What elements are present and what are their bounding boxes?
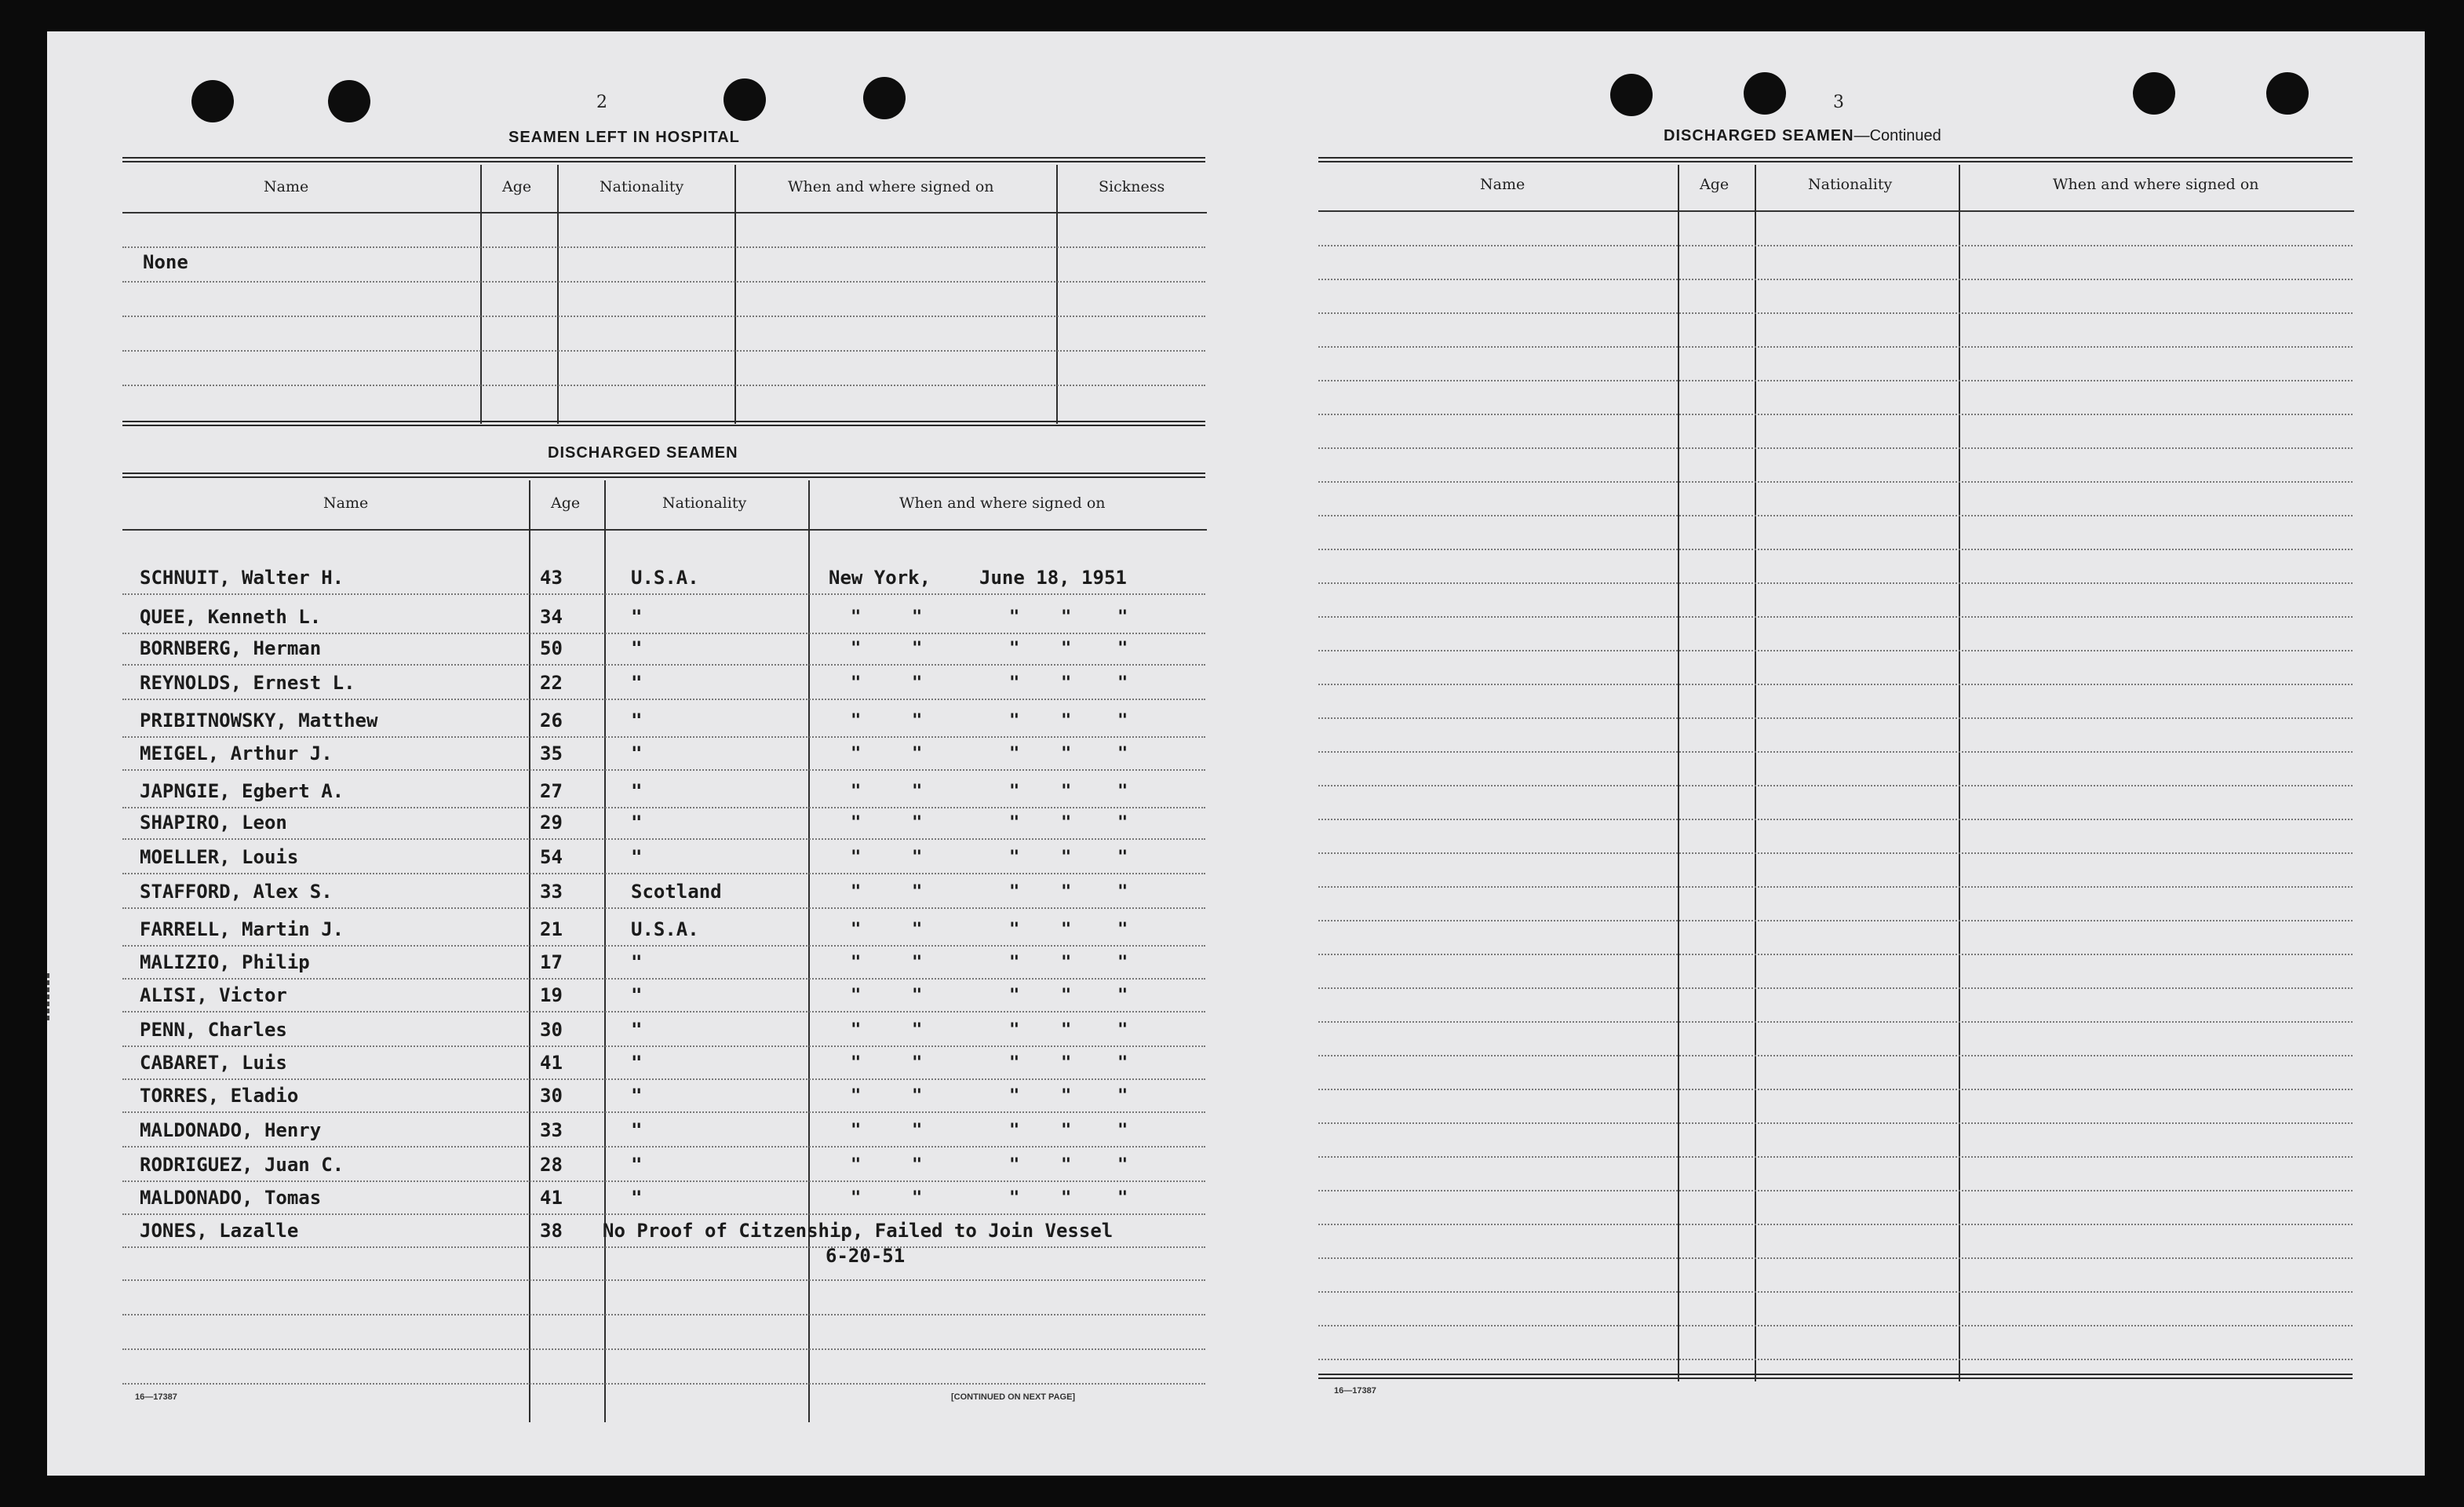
ditto-mark: " xyxy=(912,1155,923,1175)
seaman-nationality: " xyxy=(631,743,643,764)
seaman-age: 33 xyxy=(540,881,563,903)
col-header-signed-on: When and where signed on xyxy=(788,178,994,195)
seaman-age: 50 xyxy=(540,637,563,659)
col-header-nationality: Nationality xyxy=(1808,176,1893,193)
col-header-name: Name xyxy=(1480,176,1525,193)
discharged-continued-table xyxy=(1318,157,2353,1413)
ditto-mark: " xyxy=(1117,608,1128,627)
ditto-mark: " xyxy=(1061,953,1072,972)
col-header-sickness: Sickness xyxy=(1099,178,1165,195)
ditto-mark: " xyxy=(1061,1121,1072,1140)
ditto-mark: " xyxy=(1117,848,1128,867)
ditto-mark: " xyxy=(1117,782,1128,801)
ditto-mark: " xyxy=(912,639,923,659)
page-title xyxy=(1664,127,1941,145)
ditto-mark: " xyxy=(1009,1188,1020,1208)
ditto-mark: " xyxy=(1117,1155,1128,1175)
ditto-mark: " xyxy=(1117,920,1128,940)
seaman-name: STAFFORD, Alex S. xyxy=(140,881,333,903)
col-header-nationality: Nationality xyxy=(662,494,747,512)
ditto-mark: " xyxy=(1117,639,1128,659)
seaman-name: SCHNUIT, Walter H. xyxy=(140,567,344,589)
seaman-nationality: U.S.A. xyxy=(631,918,699,940)
seaman-name: REYNOLDS, Ernest L. xyxy=(140,672,355,694)
ditto-mark: " xyxy=(1061,673,1072,693)
col-header-age: Age xyxy=(502,178,532,195)
seaman-age: 30 xyxy=(540,1085,563,1107)
ditto-mark: " xyxy=(1117,1053,1128,1073)
ditto-mark: " xyxy=(1009,673,1020,693)
seaman-nationality: " xyxy=(631,1085,643,1107)
ditto-mark: " xyxy=(1061,882,1072,902)
seaman-name: FARRELL, Martin J. xyxy=(140,918,344,940)
col-header-age: Age xyxy=(1700,176,1730,193)
seaman-nationality: " xyxy=(631,812,643,834)
ditto-mark: " xyxy=(912,813,923,833)
seaman-name: JONES, Lazalle xyxy=(140,1220,299,1242)
ditto-mark: " xyxy=(1061,813,1072,833)
ditto-mark: " xyxy=(1061,1020,1072,1040)
ditto-mark: " xyxy=(851,882,862,902)
seaman-age: 26 xyxy=(540,710,563,732)
seaman-nationality: " xyxy=(631,672,643,694)
ditto-mark: " xyxy=(912,744,923,764)
ditto-mark: " xyxy=(1061,986,1072,1005)
ditto-mark: " xyxy=(1117,882,1128,902)
ditto-mark: " xyxy=(851,1121,862,1140)
seaman-nationality: " xyxy=(631,1119,643,1141)
discharged-title: DISCHARGED SEAMEN xyxy=(548,444,738,462)
hospital-table xyxy=(122,157,1205,455)
form-number: 16—17387 xyxy=(1334,1386,1376,1396)
ditto-mark: " xyxy=(1009,953,1020,972)
seaman-nationality: No Proof of Citzenship, Failed to Join Vessel xyxy=(603,1220,1114,1242)
ditto-mark: " xyxy=(1009,1155,1020,1175)
col-header-signed-on: When and where signed on xyxy=(899,494,1106,512)
ditto-mark: " xyxy=(851,639,862,659)
ditto-mark: " xyxy=(912,1188,923,1208)
ditto-mark: " xyxy=(912,1121,923,1140)
seaman-age: 54 xyxy=(540,846,563,868)
ditto-mark: " xyxy=(912,608,923,627)
seaman-age: 28 xyxy=(540,1154,563,1176)
ditto-mark: " xyxy=(912,848,923,867)
seaman-age: 19 xyxy=(540,984,563,1006)
seaman-name: MALDONADO, Henry xyxy=(140,1119,322,1141)
seaman-age: 27 xyxy=(540,780,563,802)
ditto-mark: " xyxy=(1009,782,1020,801)
continued-note: [CONTINUED ON NEXT PAGE] xyxy=(951,1392,1076,1402)
ditto-mark: " xyxy=(1061,1086,1072,1106)
ditto-mark: " xyxy=(851,711,862,731)
ditto-mark: " xyxy=(912,920,923,940)
ditto-mark: " xyxy=(851,608,862,627)
ditto-mark: " xyxy=(912,953,923,972)
seaman-name: MALIZIO, Philip xyxy=(140,951,310,973)
seaman-nationality: " xyxy=(631,1187,643,1209)
ditto-mark: " xyxy=(912,782,923,801)
seaman-name: PENN, Charles xyxy=(140,1019,287,1041)
ditto-mark: " xyxy=(851,782,862,801)
ditto-mark: " xyxy=(1117,813,1128,833)
ditto-mark: " xyxy=(1061,1155,1072,1175)
ditto-mark: " xyxy=(1009,848,1020,867)
form-number: 16—17387 xyxy=(135,1392,177,1402)
ditto-mark: " xyxy=(1061,711,1072,731)
seaman-nationality: " xyxy=(631,780,643,802)
discharged-table xyxy=(122,473,1205,1414)
ditto-mark: " xyxy=(1009,813,1020,833)
seaman-name: RODRIGUEZ, Juan C. xyxy=(140,1154,344,1176)
ditto-mark: " xyxy=(1117,673,1128,693)
ditto-mark: " xyxy=(851,1155,862,1175)
seaman-name: ALISI, Victor xyxy=(140,984,287,1006)
right-page xyxy=(1224,31,2425,1476)
page-number: 2 xyxy=(596,93,607,112)
ditto-mark: " xyxy=(912,673,923,693)
ditto-mark: " xyxy=(912,1086,923,1106)
hospital-entry: None xyxy=(143,251,188,273)
seaman-name: TORRES, Eladio xyxy=(140,1085,299,1107)
hospital-title: SEAMEN LEFT IN HOSPITAL xyxy=(508,129,740,146)
seaman-nationality: " xyxy=(631,1019,643,1041)
seaman-name: PRIBITNOWSKY, Matthew xyxy=(140,710,378,732)
ditto-mark: " xyxy=(1009,711,1020,731)
left-page xyxy=(47,31,1224,1476)
ditto-mark: " xyxy=(851,813,862,833)
document-sheet xyxy=(47,31,2425,1476)
ditto-mark: " xyxy=(1117,986,1128,1005)
seaman-nationality: " xyxy=(631,951,643,973)
ditto-mark: " xyxy=(851,920,862,940)
ditto-mark: " xyxy=(1117,744,1128,764)
ditto-mark: " xyxy=(1009,1121,1020,1140)
ditto-mark: " xyxy=(851,673,862,693)
seaman-age: 34 xyxy=(540,606,563,628)
col-header-name: Name xyxy=(264,178,309,195)
ditto-mark: " xyxy=(1009,920,1020,940)
ditto-mark: " xyxy=(1009,1020,1020,1040)
seaman-age: 43 xyxy=(540,567,563,589)
ditto-mark: " xyxy=(912,1053,923,1073)
ditto-mark: " xyxy=(1009,882,1020,902)
ditto-mark: " xyxy=(1009,744,1020,764)
ditto-mark: " xyxy=(912,1020,923,1040)
ditto-mark: " xyxy=(1117,711,1128,731)
seaman-nationality: U.S.A. xyxy=(631,567,699,589)
seaman-name: CABARET, Luis xyxy=(140,1052,287,1074)
ditto-mark: " xyxy=(1009,608,1020,627)
seaman-age: 17 xyxy=(540,951,563,973)
ditto-mark: " xyxy=(1061,608,1072,627)
col-header-age: Age xyxy=(551,494,581,512)
seaman-age: 21 xyxy=(540,918,563,940)
ditto-mark: " xyxy=(1061,744,1072,764)
seaman-age: 41 xyxy=(540,1187,563,1209)
seaman-age: 35 xyxy=(540,743,563,764)
seaman-name: QUEE, Kenneth L. xyxy=(140,606,322,628)
seaman-age: 30 xyxy=(540,1019,563,1041)
col-header-name: Name xyxy=(323,494,369,512)
ditto-mark: " xyxy=(1061,782,1072,801)
title-main: DISCHARGED SEAMEN xyxy=(1664,127,1854,144)
ditto-mark: " xyxy=(851,986,862,1005)
ditto-mark: " xyxy=(851,848,862,867)
ditto-mark: " xyxy=(1117,1121,1128,1140)
signed-on-date: June 18, 1951 xyxy=(979,567,1127,589)
ditto-mark: " xyxy=(1061,848,1072,867)
ditto-mark: " xyxy=(1117,1188,1128,1208)
ditto-mark: " xyxy=(1009,639,1020,659)
ditto-mark: " xyxy=(1117,1086,1128,1106)
ditto-mark: " xyxy=(912,986,923,1005)
seaman-nationality: " xyxy=(631,1154,643,1176)
seaman-name: MEIGEL, Arthur J. xyxy=(140,743,333,764)
ditto-mark: " xyxy=(1061,639,1072,659)
seaman-age: 22 xyxy=(540,672,563,694)
ditto-mark: " xyxy=(851,1053,862,1073)
seaman-nationality: " xyxy=(631,984,643,1006)
ditto-mark: " xyxy=(851,744,862,764)
page-number: 3 xyxy=(1833,93,1844,112)
signed-on-place: New York, xyxy=(829,567,931,589)
col-header-signed-on: When and where signed on xyxy=(2053,176,2259,193)
seaman-nationality: " xyxy=(631,606,643,628)
ditto-mark: " xyxy=(1117,953,1128,972)
ditto-mark: " xyxy=(912,882,923,902)
ditto-mark: " xyxy=(1009,1086,1020,1106)
ditto-mark: " xyxy=(1009,986,1020,1005)
ditto-mark: " xyxy=(851,953,862,972)
seaman-age: 33 xyxy=(540,1119,563,1141)
seaman-nationality: " xyxy=(631,710,643,732)
seaman-nationality: " xyxy=(631,1052,643,1074)
jones-date: 6-20-51 xyxy=(826,1245,906,1267)
seaman-nationality: " xyxy=(631,637,643,659)
ditto-mark: " xyxy=(912,711,923,731)
col-header-nationality: Nationality xyxy=(600,178,684,195)
seaman-name: JAPNGIE, Egbert A. xyxy=(140,780,344,802)
ditto-mark: " xyxy=(1009,1053,1020,1073)
seaman-age: 38 xyxy=(540,1220,563,1242)
ditto-mark: " xyxy=(851,1188,862,1208)
ditto-mark: " xyxy=(851,1086,862,1106)
title-continued: —Continued xyxy=(1853,127,1941,144)
seaman-nationality: " xyxy=(631,846,643,868)
ditto-mark: " xyxy=(1061,1188,1072,1208)
seaman-name: MALDONADO, Tomas xyxy=(140,1187,322,1209)
ditto-mark: " xyxy=(1061,1053,1072,1073)
ditto-mark: " xyxy=(851,1020,862,1040)
seaman-nationality: Scotland xyxy=(631,881,722,903)
ditto-mark: " xyxy=(1061,920,1072,940)
seaman-name: MOELLER, Louis xyxy=(140,846,299,868)
seaman-name: SHAPIRO, Leon xyxy=(140,812,287,834)
seaman-age: 41 xyxy=(540,1052,563,1074)
ditto-mark: " xyxy=(1117,1020,1128,1040)
seaman-name: BORNBERG, Herman xyxy=(140,637,322,659)
seaman-age: 29 xyxy=(540,812,563,834)
